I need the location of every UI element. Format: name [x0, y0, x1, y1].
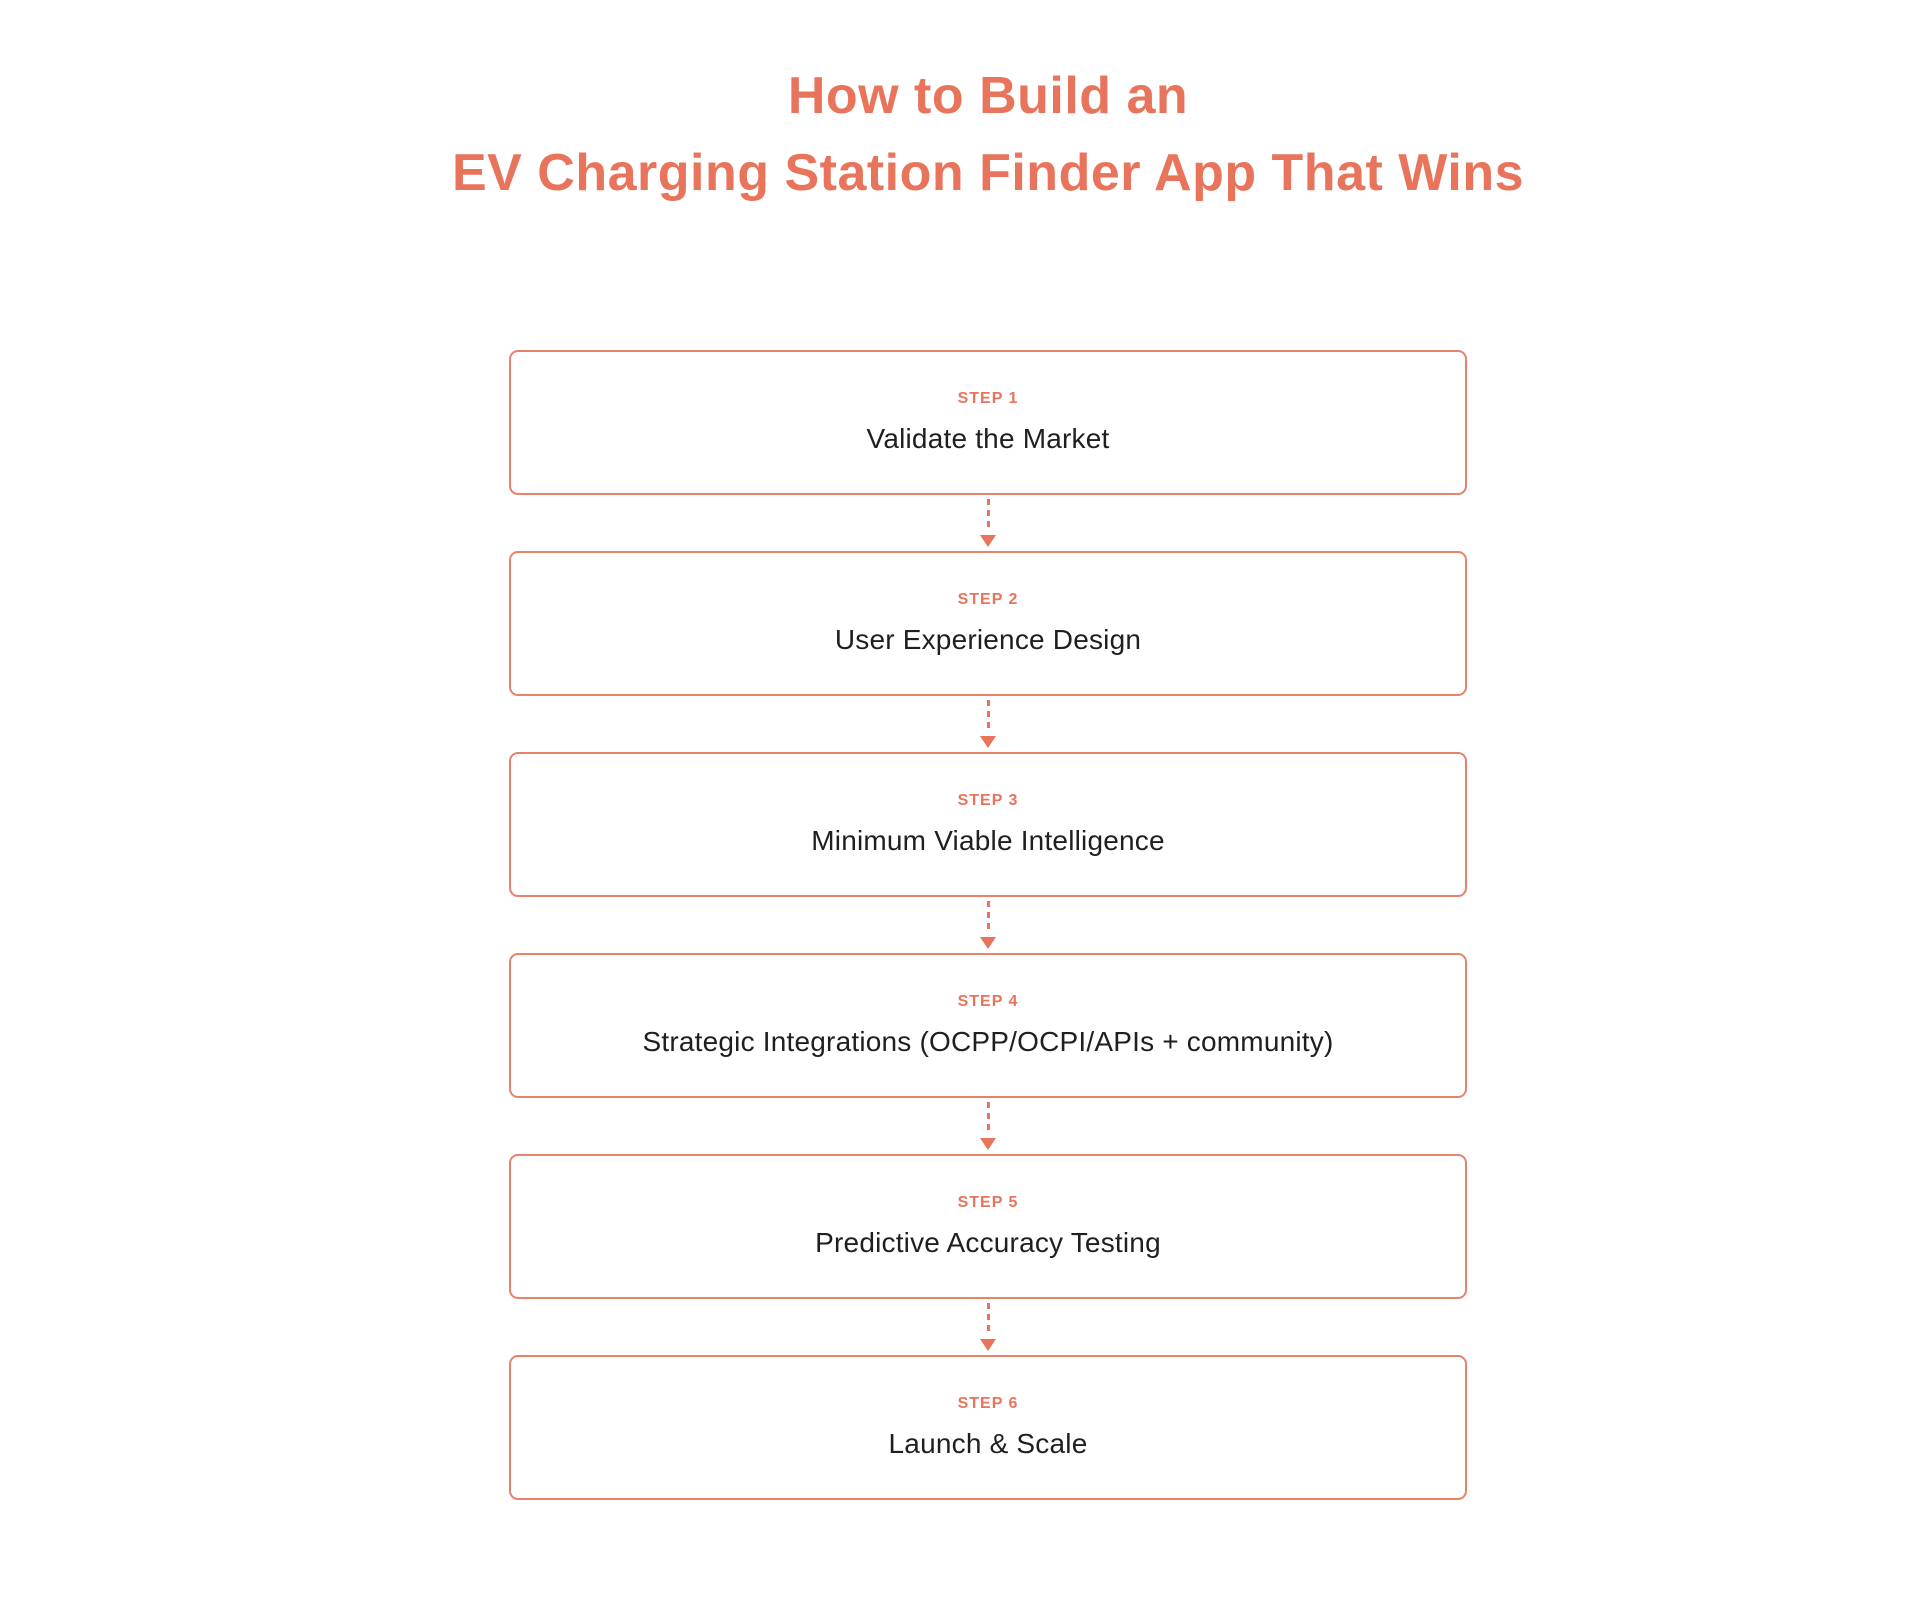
step-label: STEP 6: [957, 1394, 1019, 1412]
step-flow: [509, 350, 1467, 1500]
step-label: STEP 2: [957, 590, 1019, 608]
page-title: [28, 58, 1920, 212]
step-card-6: [509, 1355, 1467, 1500]
dashed-line: [987, 1102, 990, 1135]
step-label: STEP 4: [957, 992, 1019, 1010]
infographic-content: [28, 0, 1920, 1500]
dashed-line: [987, 901, 990, 934]
flow-arrow: [509, 495, 1467, 551]
step-card-1: [509, 350, 1467, 495]
arrowhead-down-icon: [980, 1138, 996, 1150]
step-title: Predictive Accuracy Testing: [815, 1226, 1161, 1258]
page-title-line1: How to Build an: [787, 67, 1189, 125]
page-title-line2: EV Charging Station Finder App That Wins: [451, 143, 1525, 202]
flow-arrow: [509, 1299, 1467, 1355]
arrowhead-down-icon: [980, 937, 996, 949]
flow-arrow: [509, 1098, 1467, 1154]
flow-arrow: [509, 897, 1467, 953]
step-label: STEP 1: [957, 389, 1019, 407]
arrowhead-down-icon: [980, 535, 996, 547]
step-card-5: [509, 1154, 1467, 1299]
step-card-4: [509, 953, 1467, 1098]
dashed-line: [987, 499, 990, 532]
arrowhead-down-icon: [980, 736, 996, 748]
dashed-line: [987, 1303, 990, 1336]
step-card-2: [509, 551, 1467, 696]
arrowhead-down-icon: [980, 1339, 996, 1351]
step-title: Validate the Market: [866, 422, 1110, 454]
dashed-line: [987, 700, 990, 733]
step-label: STEP 3: [957, 791, 1019, 809]
step-title: Strategic Integrations (OCPP/OCPI/APIs + community): [642, 1025, 1334, 1057]
step-label: STEP 5: [957, 1193, 1019, 1211]
step-title: Minimum Viable Intelligence: [811, 824, 1165, 856]
step-card-3: [509, 752, 1467, 897]
step-title: Launch & Scale: [888, 1427, 1088, 1459]
flow-arrow: [509, 696, 1467, 752]
step-title: User Experience Design: [834, 623, 1142, 655]
